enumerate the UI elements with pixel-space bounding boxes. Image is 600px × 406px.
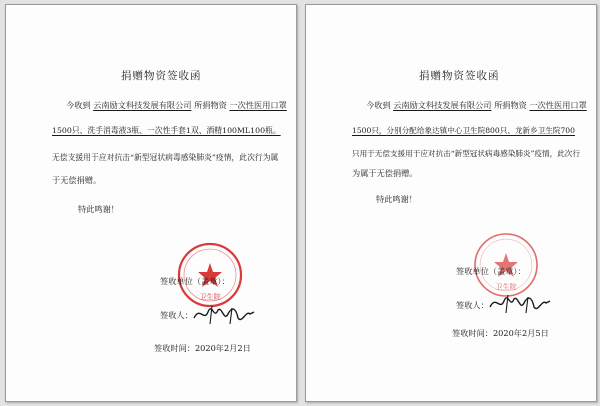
body-line-4: 为属于无偿捐赠。	[352, 168, 418, 178]
intro-text: 今收到	[66, 100, 91, 110]
sign-time: 签收时间：2020年2月5日	[452, 328, 549, 338]
body-line-3: 无偿支援用于应对抗击“新型冠状病毒感染肺炎”疫情，此次行为属	[52, 153, 279, 162]
donor-name: 云南励文科技发展有限公司	[93, 100, 192, 110]
mid-text: 所捐物资	[494, 100, 527, 110]
document-page-right	[305, 4, 597, 402]
stamp-text: 卫生院	[199, 293, 221, 301]
official-stamp	[472, 231, 540, 299]
thanks-text: 特此鸣谢！	[376, 194, 417, 204]
stamp-text: 卫生院	[495, 283, 517, 291]
donor-name: 云南励文科技发展有限公司	[393, 100, 492, 110]
body-line-2: 1500只、洗手消毒液3瓶、一次性手套1双、酒精100ML100瓶。	[52, 126, 281, 135]
document-title: 捐赠物资签收函	[121, 70, 202, 82]
body-line-3: 只用于无偿支援用于应对抗击“新型冠状病毒感染肺炎”疫情，此次行	[352, 149, 580, 158]
body-line-1	[66, 101, 287, 109]
mid-text: 所捐物资	[194, 100, 227, 110]
item-name: 一次性医用口罩	[229, 100, 287, 110]
sign-unit-label: 签收单位（盖章）：	[456, 266, 526, 276]
official-stamp	[176, 241, 244, 309]
thanks-text: 特此鸣谢！	[78, 204, 119, 214]
document-page-left	[5, 4, 297, 402]
sign-unit-label: 签收单位（盖章）：	[160, 276, 230, 286]
sign-time: 签收时间：2020年2月2日	[154, 343, 251, 353]
handwritten-signature	[488, 291, 552, 315]
body-line-1	[366, 101, 587, 109]
body-line-2: 1500只，分别分配给象达镇中心卫生院800只、龙新乡卫生院700	[352, 126, 575, 135]
handwritten-signature	[192, 302, 256, 326]
intro-text: 今收到	[366, 100, 391, 110]
body-line-4: 于无偿捐赠。	[52, 175, 102, 185]
document-title: 捐赠物资签收函	[419, 70, 500, 82]
item-name: 一次性医用口罩	[529, 100, 587, 110]
signer-label: 签收人：	[160, 310, 193, 320]
signer-label: 签收人：	[456, 300, 489, 310]
